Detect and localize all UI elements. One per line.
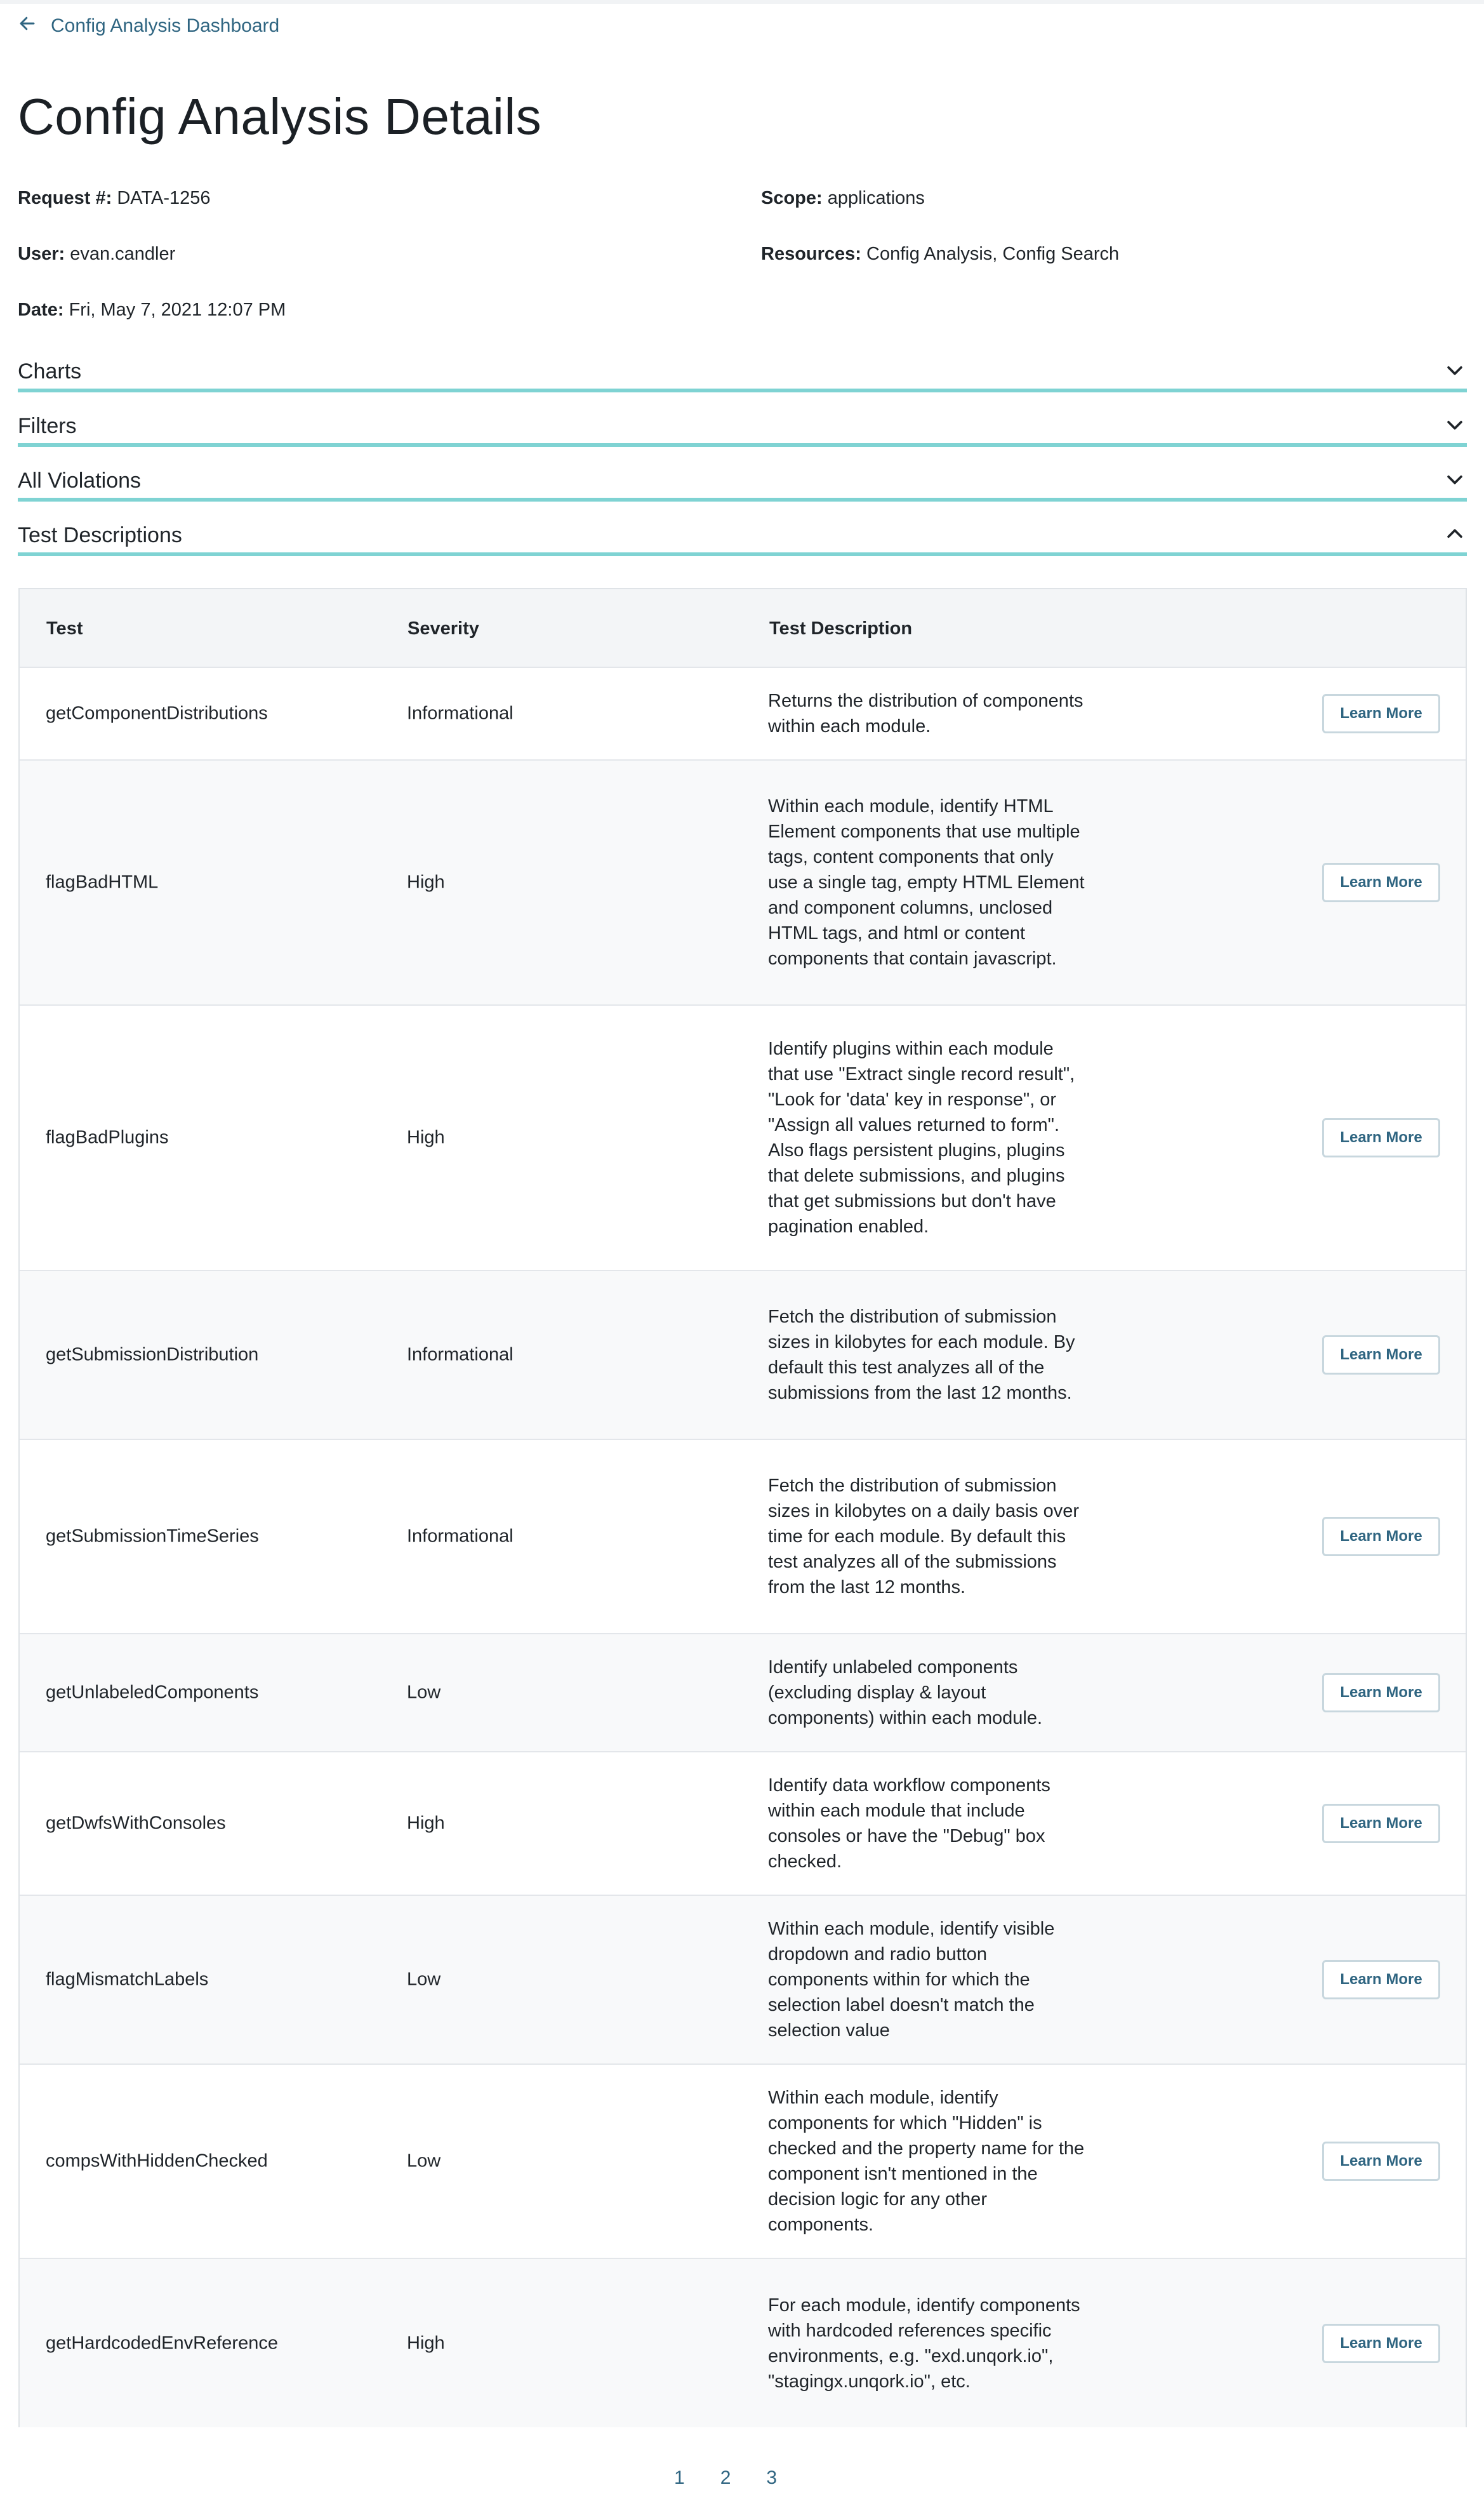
learn-more-button[interactable]: Learn More	[1322, 863, 1440, 902]
test-severity: Informational	[407, 1344, 513, 1365]
test-name: getHardcodedEnvReference	[46, 2333, 278, 2353]
test-name: flagMismatchLabels	[46, 1969, 209, 1990]
pagination	[674, 2467, 777, 2489]
page-title: Config Analysis Details	[18, 88, 542, 145]
test-description: Fetch the distribution of submission sizes in kilobytes on a daily basis over time for each module. By default this test analyzes all of the submissions from the last 12 months.	[768, 1476, 1080, 1597]
test-description: Identify unlabeled components (excluding display & layout components) within each module.	[768, 1657, 1043, 1728]
test-severity: Low	[407, 1969, 441, 1990]
accordion-all-violations[interactable]	[18, 463, 1467, 502]
learn-more-button[interactable]: Learn More	[1322, 2142, 1440, 2181]
learn-more-button[interactable]: Learn More	[1322, 1335, 1440, 1375]
accordion-charts-label: Charts	[18, 359, 82, 383]
test-name: flagBadPlugins	[46, 1127, 169, 1148]
test-name: getComponentDistributions	[46, 703, 268, 724]
test-severity: Low	[407, 2150, 441, 2171]
accordion-test-descriptions-label: Test Descriptions	[18, 523, 182, 547]
chevron-down-icon	[1444, 469, 1467, 493]
accordion-filters[interactable]	[18, 409, 1467, 447]
date-label: Date:	[18, 300, 64, 320]
test-severity: Informational	[407, 1526, 513, 1547]
learn-more-button[interactable]: Learn More	[1322, 1517, 1440, 1556]
test-description: Identify data workflow components within each module that include consoles or have the "Debug" box checked.	[768, 1775, 1050, 1872]
date	[18, 300, 286, 321]
test-descriptions-table	[18, 588, 1467, 2427]
page-link-2[interactable]: 2	[720, 2467, 731, 2488]
test-description: Within each module, identify HTML Element components that use multiple tags, content components that only use a single tag, empty HTML Element and component columns, unclosed HTML tags, and html or content components that contain javascript.	[768, 796, 1085, 969]
test-description: Identify plugins within each module that use "Extract single record result", "Look for 'data' key in response", or "Assign all values returned to form". Also flags persistent plugins, plugins that delete submissions, and plugins that get submissions but don't have pagination enabled.	[768, 1039, 1075, 1237]
test-severity: High	[407, 1813, 445, 1834]
test-description: Fetch the distribution of submission sizes in kilobytes for each module. By default this test analyzes all of the submissions from the last 12 months.	[768, 1307, 1075, 1403]
test-severity: Low	[407, 1682, 441, 1703]
table-row	[20, 1896, 1466, 2065]
request-value: DATA-1256	[117, 188, 211, 208]
date-value: Fri, May 7, 2021 12:07 PM	[69, 300, 286, 320]
table-row	[20, 1271, 1466, 1440]
table-row	[20, 1634, 1466, 1752]
resources-value: Config Analysis, Config Search	[866, 244, 1120, 264]
learn-more-button[interactable]: Learn More	[1322, 2324, 1440, 2363]
test-name: flagBadHTML	[46, 872, 159, 893]
accordion-charts[interactable]	[18, 354, 1467, 392]
scope	[761, 188, 925, 209]
column-header-test: Test	[46, 618, 83, 639]
table-row	[20, 1752, 1466, 1896]
table-row	[20, 668, 1466, 761]
scope-value: applications	[827, 188, 925, 208]
learn-more-button[interactable]: Learn More	[1322, 1118, 1440, 1157]
page-link-3[interactable]: 3	[766, 2467, 778, 2488]
test-name: getUnlabeledComponents	[46, 1682, 259, 1703]
test-severity: High	[407, 2333, 445, 2353]
test-description: For each module, identify components with hardcoded references specific environments, e.g. "exd.unqork.io", "stagingx.unqork.io", etc.	[768, 2295, 1080, 2392]
user-value: evan.candler	[70, 244, 176, 264]
test-name: getDwfsWithConsoles	[46, 1813, 226, 1834]
page-link-1[interactable]: 1	[674, 2467, 685, 2488]
accordion-all-violations-label: All Violations	[18, 468, 142, 493]
learn-more-button[interactable]: Learn More	[1322, 1804, 1440, 1843]
breadcrumb-label: Config Analysis Dashboard	[51, 15, 280, 36]
user	[18, 244, 175, 265]
table-row	[20, 1006, 1466, 1271]
table-header	[20, 589, 1466, 668]
table-row	[20, 1440, 1466, 1634]
accordion-test-descriptions[interactable]	[18, 518, 1467, 556]
table-row	[20, 2065, 1466, 2259]
test-severity: High	[407, 1127, 445, 1148]
resources	[761, 244, 1119, 265]
test-description: Returns the distribution of components within each module.	[768, 691, 1083, 737]
test-severity: Informational	[407, 703, 513, 724]
test-description: Within each module, identify visible dropdown and radio button components within for which the selection label doesn't match the selection value	[768, 1919, 1055, 2041]
column-header-severity: Severity	[407, 618, 479, 639]
resources-label: Resources:	[761, 244, 861, 264]
test-name: getSubmissionDistribution	[46, 1344, 259, 1365]
user-label: User:	[18, 244, 65, 264]
request-label: Request #:	[18, 188, 112, 208]
table-row	[20, 2259, 1466, 2427]
learn-more-button[interactable]: Learn More	[1322, 1673, 1440, 1712]
column-header-description: Test Description	[769, 618, 913, 639]
arrow-left-icon	[18, 14, 37, 38]
chevron-up-icon	[1444, 523, 1467, 548]
table-row	[20, 761, 1466, 1006]
test-name: getSubmissionTimeSeries	[46, 1526, 259, 1547]
learn-more-button[interactable]: Learn More	[1322, 694, 1440, 733]
scope-label: Scope:	[761, 188, 823, 208]
request-number	[18, 188, 211, 209]
chevron-down-icon	[1444, 359, 1467, 384]
test-name: compsWithHiddenChecked	[46, 2150, 268, 2171]
breadcrumb-back-link[interactable]	[18, 14, 279, 38]
test-severity: High	[407, 872, 445, 893]
top-divider	[0, 0, 1484, 4]
chevron-down-icon	[1444, 414, 1467, 439]
test-description: Within each module, identify components for which "Hidden" is checked and the property name for the component isn't mentioned in the decision logic for any other components.	[768, 2088, 1085, 2235]
accordion-filters-label: Filters	[18, 413, 77, 438]
learn-more-button[interactable]: Learn More	[1322, 1960, 1440, 1999]
